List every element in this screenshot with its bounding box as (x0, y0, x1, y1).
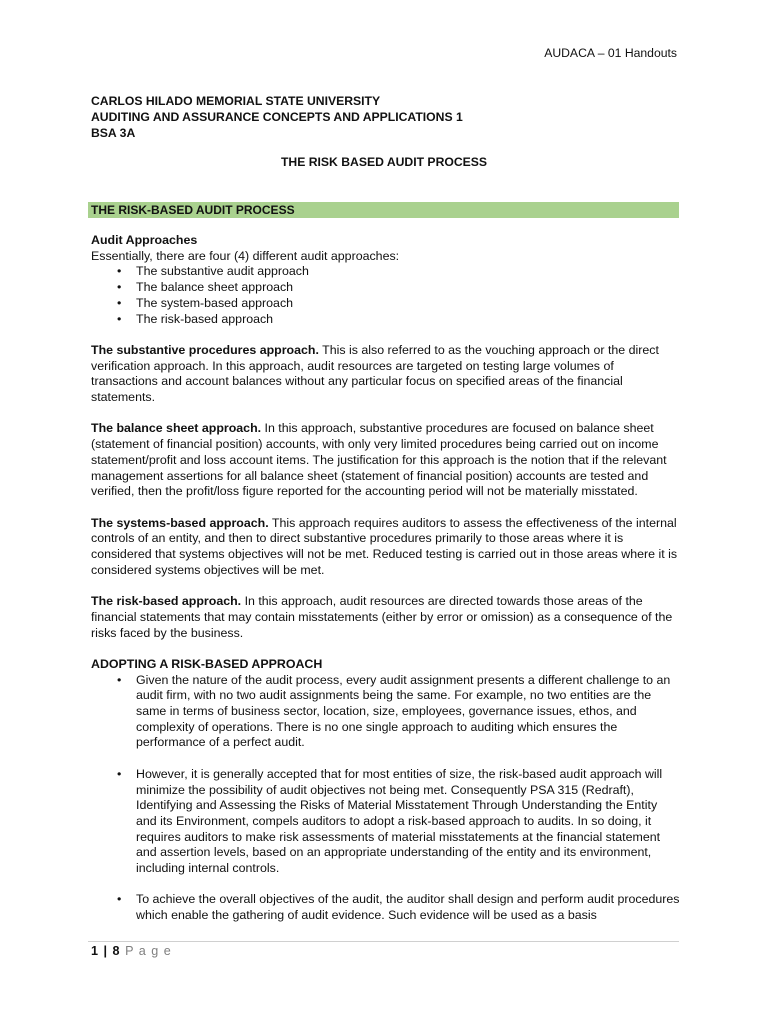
paragraph-substantive: The substantive procedures approach. This is also referred to as the vouching approach or the direct verification approach. In this approach, audit resources are targeted on testing large volumes of transactions and account balances without any particular focus on specified areas of the financial statements. (91, 342, 659, 405)
bullet-icon: • (117, 295, 122, 310)
bullet-icon: • (117, 672, 122, 687)
adopting-list (91, 673, 681, 924)
page-word: P a g e (125, 944, 172, 958)
section-band-label: THE RISK-BASED AUDIT PROCESS (91, 203, 295, 217)
paragraph-balance-sheet: The balance sheet approach. In this approach, substantive procedures are focused on balance sheet (statement of financial position) accounts, with only very limited procedures being carried out on income statement/profit and loss account items. The justification for this approach is the notion that if the relevant management assertions for all balance sheet (statement of financial position) accounts are tested and verified, then the profit/loss figure reported for the accounting period will not be materially misstated. (91, 421, 667, 499)
bullet-icon: • (117, 311, 122, 326)
list-item: • The risk-based approach (117, 311, 274, 326)
bullet-icon: • (117, 264, 122, 279)
document-body (91, 233, 681, 940)
page-total: 8 (112, 944, 121, 958)
paragraph-risk-based: The risk-based approach. In this approach, audit resources are directed towards those areas of the financial statements that may contain misstatements (either by error or omission) as a consequence of the risks faced by the business. (91, 594, 673, 640)
list-item: • However, it is generally accepted that for most entities of size, the risk-based audit approach will minimize the possibility of audit objectives not being met. Consequently PSA 315 (Redraft), Identifying and Assessing the Risks of Material Misstatement Through Understanding the Entity and its Environment, compels auditors to adopt a risk-based approach to audits. In so doing, it requires auditors to make risk assessments of material misstatements at the financial statement and assertion levels, based on an appropriate understanding of the entity and its environment, including internal controls. (117, 766, 663, 876)
approaches-list (91, 264, 681, 327)
section-name: BSA 3A (91, 125, 136, 140)
list-item: • Given the nature of the audit process, every audit assignment presents a different challenge to an audit firm, with no two audit assignments being the same. For example, no two entities are the same in terms of business sector, location, size, employees, governance issues, ethos, and complexity of operations. There is no one single approach to auditing which ensures the performance of a perfect audit. (117, 672, 671, 750)
page-footer (91, 944, 172, 958)
university-name: CARLOS HILADO MEMORIAL STATE UNIVERSITY (91, 94, 381, 108)
running-header: AUDACA – 01 Handouts (544, 46, 677, 60)
list-item: • The balance sheet approach (117, 280, 294, 295)
page-separator: | (103, 944, 109, 958)
approaches-intro: Essentially, there are four (4) different audit approaches: (91, 248, 400, 263)
approaches-heading: Audit Approaches (91, 233, 198, 247)
bullet-icon: • (117, 892, 122, 907)
document-title: THE RISK BASED AUDIT PROCESS (280, 155, 488, 169)
section-band (88, 202, 679, 218)
paragraph-systems: The systems-based approach. This approach requires auditors to assess the effectiveness of the internal controls of an entity, and then to direct substantive procedures primarily to those areas where it is considered that systems objectives will not be met. Reduced testing is carried out in those areas where it is considered systems objectives will be met. (91, 515, 678, 577)
list-item: • The substantive audit approach (117, 264, 309, 279)
footer-divider (88, 941, 679, 942)
page-number: 1 (91, 944, 100, 958)
bullet-icon: • (117, 766, 122, 781)
institution-block (91, 94, 463, 141)
list-item: • The system-based approach (117, 295, 294, 310)
bullet-icon: • (117, 280, 122, 295)
adopting-heading: ADOPTING A RISK-BASED APPROACH (91, 656, 323, 671)
course-name: AUDITING AND ASSURANCE CONCEPTS AND APPLICATIONS 1 (91, 109, 463, 124)
list-item: • To achieve the overall objectives of the audit, the auditor shall design and perform audit procedures which enable the gathering of audit evidence. Such evidence will be used as a basis (117, 892, 680, 923)
